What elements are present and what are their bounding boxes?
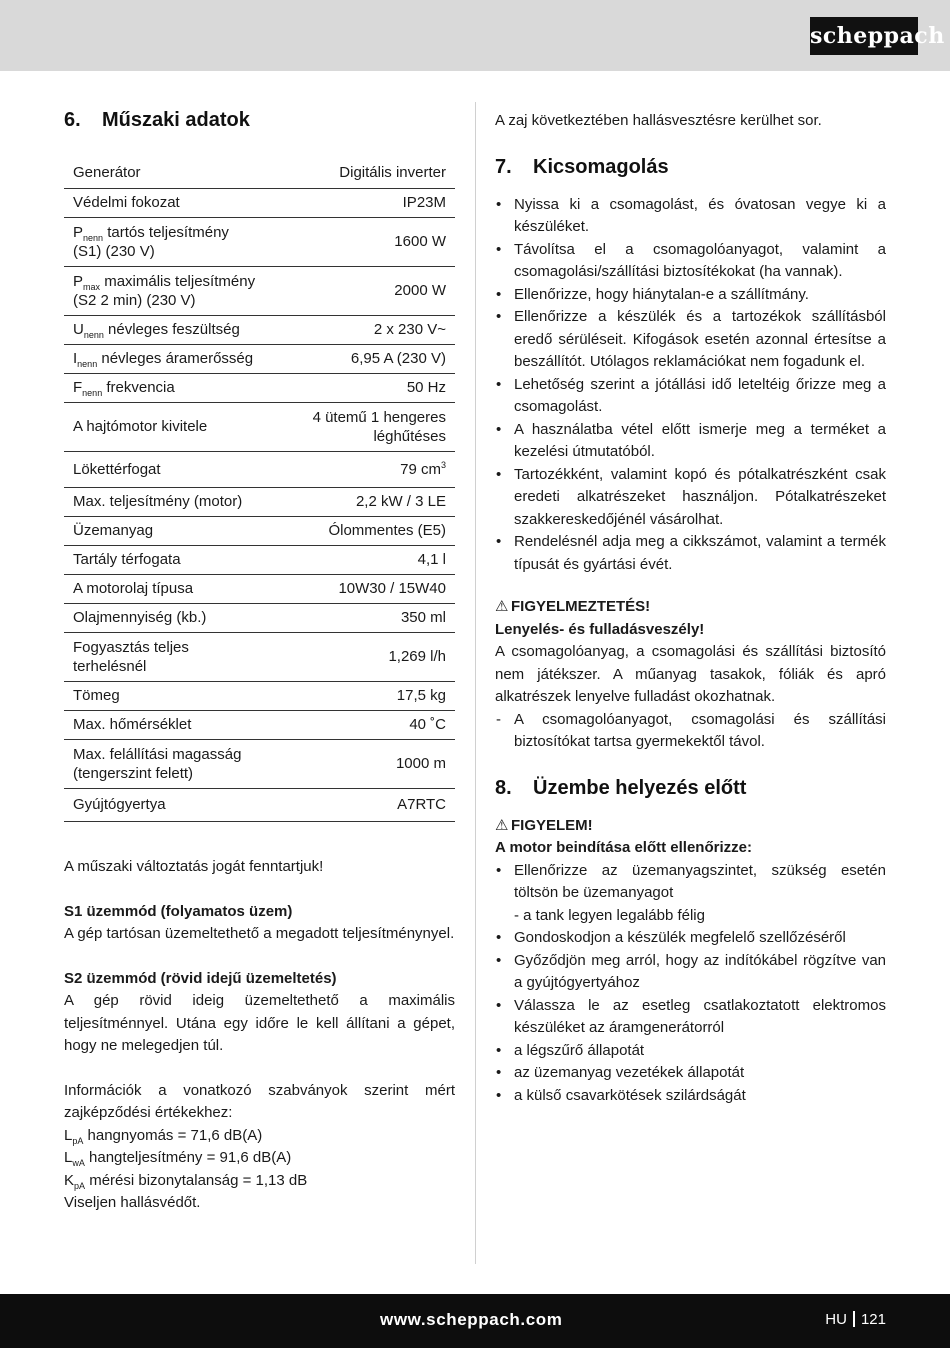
spec-value: 6,95 A (230 V): [287, 344, 455, 373]
language-code: HU: [825, 1311, 847, 1328]
spec-row: [64, 344, 455, 373]
column-divider: [475, 102, 476, 1264]
warning-title: [495, 596, 886, 619]
noise-value: $K_{pA}$ mérési bizonytalanság = 1,13 dB: [64, 1171, 308, 1191]
section-8-heading: [495, 775, 886, 801]
spec-value: 1,269 l/h: [287, 632, 455, 681]
spec-row: [64, 266, 455, 315]
spec-value: IP23M: [287, 188, 455, 217]
list-item: • Távolítsa el a csomagolóanyagot, valamint a csomagolási/szállítási biztosítékokat (ha vannak).: [495, 239, 886, 284]
s2-text: A gép rövid ideig üzemeltethető a maximális teljesítménnyel. Utána egy időre le kell állítani a gépet, hogy ne melegedjen túl.: [64, 992, 455, 1054]
list-item: • A használatba vétel előtt ismerje meg a terméket a kezelési útmutatóból.: [495, 419, 886, 464]
section-number: 8.: [495, 776, 512, 799]
spec-value: 4 ütemű 1 hengeres léghűtéses: [287, 402, 455, 451]
change-note: A műszaki változtatás jogát fenntartjuk!: [64, 858, 324, 875]
spec-value: 40 ˚C: [287, 710, 455, 739]
spec-value: Ólommentes (E5): [287, 516, 455, 545]
s1-title: S1 üzemmód (folyamatos üzem): [64, 902, 293, 920]
list-item: • Lehetőség szerint a jótállási idő leteltéig őrizze meg a csomagolást.: [495, 374, 886, 419]
spec-value: 79 $cm^3$: [287, 451, 455, 487]
unpacking-list: [495, 194, 886, 577]
spec-row: [64, 710, 455, 739]
spec-row: [64, 188, 455, 217]
spec-label: $P_{max}$ maximális teljesítmény (S2 2 min) (230 V): [64, 266, 287, 315]
warning-dash-list: [495, 709, 886, 754]
list-item: • Válassza le az esetleg csatlakoztatott elektromos készüléket az áramgenerátorról: [495, 995, 886, 1040]
s2-title: S2 üzemmód (rövid idejű üzemeltetés): [64, 969, 337, 987]
spec-value: 50 Hz: [287, 373, 455, 402]
list-item: • Győződjön meg arról, hogy az indítókábel rögzítve van a gyújtógyertyához: [495, 950, 886, 995]
list-item: • a légszűrő állapotát: [495, 1040, 886, 1063]
spec-label: $U_{nenn}$ névleges feszültség: [64, 315, 287, 344]
spec-label: Olajmennyiség (kb.): [64, 603, 287, 632]
section-title: Műszaki adatok: [102, 109, 250, 131]
website-link[interactable]: www.scheppach.com: [380, 1310, 563, 1329]
spec-label: $I_{nenn}$ névleges áramerősség: [64, 344, 287, 373]
list-item: • Ellenőrizze az üzemanyagszintet, szükség esetén töltsön be üzemanyagot - a tank legyen legalább félig: [495, 860, 886, 928]
spec-row: [64, 681, 455, 710]
s1-text: A gép tartósan üzemeltethető a megadott teljesítménynyel.: [64, 925, 455, 942]
section-number: 6.: [64, 109, 81, 131]
spec-value: A7RTC: [287, 788, 455, 821]
spec-value: 350 ml: [287, 603, 455, 632]
spec-value: 10W30 / 15W40: [287, 574, 455, 603]
spec-label: Generátor: [64, 158, 287, 188]
list-item: • Gondoskodjon a készülék megfelelő szellőzéséről: [495, 927, 886, 950]
spec-row: [64, 487, 455, 516]
spec-value: 2,2 kW / 3 LE: [287, 487, 455, 516]
spec-row: [64, 217, 455, 266]
checklist: [495, 860, 886, 1108]
list-item: - A csomagolóanyagot, csomagolási és szállítási biztosítókat tartsa gyermekektől távol.: [495, 709, 886, 754]
spec-row: [64, 373, 455, 402]
section-6-heading: [64, 107, 250, 133]
spec-value: 2 x 230 V~: [287, 315, 455, 344]
brand-logo: scheppach: [810, 17, 918, 55]
spec-row: [64, 516, 455, 545]
section-title: Kicsomagolás: [533, 155, 669, 178]
spec-value: 17,5 kg: [287, 681, 455, 710]
warning-subtitle: Lenyelés- és fulladásveszély!: [495, 620, 705, 638]
spec-label: Lökettérfogat: [64, 451, 287, 487]
spec-value: 1000 m: [287, 739, 455, 788]
list-item: • Nyissa ki a csomagolást, és óvatosan vegye ki a készüléket.: [495, 194, 886, 239]
spec-label: Védelmi fokozat: [64, 188, 287, 217]
spec-row: [64, 158, 455, 188]
page-number: 121: [860, 1311, 886, 1328]
noise-values: [64, 1125, 455, 1193]
spec-row: [64, 632, 455, 681]
warning-text: A csomagolóanyag, a csomagolási és szállítási biztosító nem játékszer. A műanyag tasakok, fóliák és apró alkatrészek lenyelve fulladást okozhatnak.: [495, 643, 886, 705]
spec-label: Tartály térfogata: [64, 545, 287, 574]
spec-row: [64, 451, 455, 487]
spec-label: Tömeg: [64, 681, 287, 710]
spec-table: [64, 158, 455, 822]
spec-label: $P_{nenn}$ tartós teljesítmény (S1) (230 V): [64, 217, 287, 266]
section-7-heading: [495, 154, 886, 180]
warning-triangle-icon: ⚠: [495, 816, 509, 834]
list-item: • a külső csavarkötések szilárdságát: [495, 1085, 886, 1108]
left-notes: [64, 856, 455, 1215]
spec-label: A motorolaj típusa: [64, 574, 287, 603]
noise-value: $L_{pA}$ hangnyomás = 71,6 dB(A): [64, 1126, 263, 1146]
spec-label: Max. felállítási magasság (tengerszint felett): [64, 739, 287, 788]
spec-label: $F_{nenn}$ frekvencia: [64, 373, 287, 402]
right-column: [495, 110, 886, 1107]
warning-label: FIGYELMEZTETÉS!: [511, 598, 651, 615]
spec-row: [64, 739, 455, 788]
spec-row: [64, 315, 455, 344]
spec-row: [64, 402, 455, 451]
spec-value: Digitális inverter: [287, 158, 455, 188]
spec-label: Max. teljesítmény (motor): [64, 487, 287, 516]
list-item: • az üzemanyag vezetékek állapotát: [495, 1062, 886, 1085]
noise-value: $L_{wA}$ hangteljesítmény = 91,6 dB(A): [64, 1149, 292, 1168]
list-item: • Rendelésnél adja meg a cikkszámot, valamint a termék típusát és gyártási évét.: [495, 531, 886, 576]
section-number: 7.: [495, 155, 512, 178]
spec-label: Max. hőmérséklet: [64, 710, 287, 739]
spec-label: Fogyasztás teljes terhelésnél: [64, 632, 287, 681]
spec-label: Üzemanyag: [64, 516, 287, 545]
list-item: • Tartozékként, valamint kopó és pótalkatrészként csak eredeti alkatrészeket használjon. Pótalkatrészeket szakkereskedőjénél vásárolhat.: [495, 464, 886, 532]
caution-label: FIGYELEM!: [511, 816, 593, 834]
warning-triangle-icon: ⚠: [495, 598, 509, 615]
spec-label: A hajtómotor kivitele: [64, 402, 287, 451]
spec-label: Gyújtógyertya: [64, 788, 287, 821]
page-indicator: [825, 1310, 886, 1330]
separator: [853, 1311, 855, 1327]
page-header: [0, 0, 950, 71]
list-item: • Ellenőrizze, hogy hiánytalan-e a szállítmány.: [495, 284, 886, 307]
spec-row: [64, 574, 455, 603]
list-subitem: - a tank legyen legalább félig: [514, 906, 705, 924]
noise-warning: A zaj következtében hallásvesztésre kerülhet sor.: [495, 112, 822, 129]
list-item: • Ellenőrizze a készülék és a tartozékok szállításból eredő sérüléseit. Kifogások esetén azonnal értesítse a beszállítót. Utólagos reklamációkat nem fogadunk el.: [495, 306, 886, 374]
spec-row: [64, 545, 455, 574]
spec-value: 1600 W: [287, 217, 455, 266]
spec-value: 4,1 l: [287, 545, 455, 574]
spec-value: 2000 W: [287, 266, 455, 315]
section-title: Üzembe helyezés előtt: [533, 776, 747, 799]
spec-row: [64, 603, 455, 632]
hearing-protection: Viseljen hallásvédőt.: [64, 1194, 201, 1211]
caution-title: [495, 815, 886, 838]
page-footer: [0, 1294, 950, 1348]
spec-row: [64, 788, 455, 821]
noise-intro: Információk a vonatkozó szabványok szerint mért zajképződési értékekhez:: [64, 1081, 455, 1121]
caution-subtitle: A motor beindítása előtt ellenőrizze:: [495, 839, 752, 856]
